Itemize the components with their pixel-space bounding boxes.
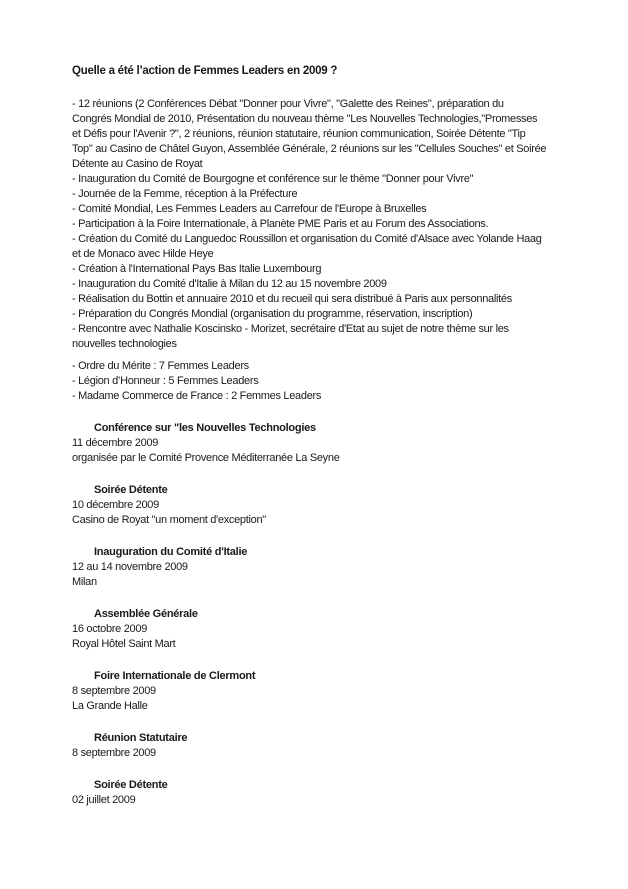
event-heading: Inauguration du Comité d'Italie	[94, 546, 248, 558]
action-line: - Inauguration du Comité de Bourgogne et conférence sur le thème "Donner pour Vivre"	[72, 173, 474, 185]
event-section	[72, 607, 592, 652]
event-line: Milan	[72, 576, 97, 588]
event-line: 10 décembre 2009	[72, 499, 159, 511]
event-sections	[72, 421, 592, 808]
event-heading: Assemblée Générale	[94, 608, 198, 620]
event-heading: Soirée Détente	[94, 779, 168, 791]
event-section	[72, 778, 592, 808]
action-line: nouvelles technologies	[72, 338, 177, 350]
event-section	[72, 731, 592, 761]
event-heading: Soirée Détente	[94, 484, 168, 496]
event-section	[72, 545, 592, 590]
action-line: et Défis pour l'Avenir ?", 2 réunions, réunion statutaire, réunion communication, Soirée Détente "Tip	[72, 128, 526, 140]
action-line: - Participation à la Foire Internationale, à Planète PME Paris et au Forum des Associations.	[72, 218, 489, 230]
action-line: Détente au Casino de Royat	[72, 158, 203, 170]
action-line: - Madame Commerce de France : 2 Femmes Leaders	[72, 390, 322, 402]
action-line: Congrés Mondial de 2010, Présentation du nouveau thème "Les Nouvelles Technologies,"Promesses	[72, 113, 538, 125]
action-line: - Journée de la Femme, réception à la Préfecture	[72, 188, 298, 200]
action-line: - Préparation du Congrés Mondial (organisation du programme, réservation, inscription)	[72, 308, 473, 320]
event-line: 11 décembre 2009	[72, 437, 159, 449]
event-line: La Grande Halle	[72, 700, 148, 712]
event-heading: Réunion Statutaire	[94, 732, 188, 744]
action-line: - Création à l'International Pays Bas Italie Luxembourg	[72, 263, 322, 275]
event-line: organisée par le Comité Provence Méditerranée La Seyne	[72, 452, 340, 464]
action-line: et de Monaco avec Hilde Heye	[72, 248, 214, 260]
event-section	[72, 669, 592, 714]
action-line: - 12 réunions (2 Conférences Débat "Donner pour Vivre", "Galette des Reines", préparation du	[72, 98, 504, 110]
event-line: 16 octobre 2009	[72, 623, 148, 635]
action-line: - Légion d’Honneur : 5 Femmes Leaders	[72, 375, 259, 387]
action-line: - Réalisation du Bottin et annuaire 2010 et du recueil qui sera distribué à Paris aux personnalités	[72, 293, 512, 305]
event-heading: Foire Internationale de Clermont	[94, 670, 256, 682]
action-line: - Inauguration du Comité d'Italie à Milan du 12 au 15 novembre 2009	[72, 278, 387, 290]
action-line: - Création du Comité du Languedoc Roussillon et organisation du Comité d'Alsace avec Yolande Haag	[72, 233, 542, 245]
event-line: Casino de Royat "un moment d'exception"	[72, 514, 266, 526]
event-section	[72, 483, 592, 528]
event-line: Royal Hôtel Saint Mart	[72, 638, 176, 650]
action-line: - Ordre du Mérite : 7 Femmes Leaders	[72, 360, 249, 372]
event-line: 8 septembre 2009	[72, 685, 156, 697]
action-list	[72, 97, 592, 404]
event-section	[72, 421, 592, 466]
action-line: - Rencontre avec Nathalie Koscinsko - Morizet, secrétaire d'Etat au sujet de notre thème sur les	[72, 323, 509, 335]
action-line: - Comité Mondial, Les Femmes Leaders au Carrefour de l'Europe à Bruxelles	[72, 203, 427, 215]
event-heading: Conférence sur "les Nouvelles Technologies	[94, 422, 316, 434]
document-title: Quelle a été l’action de Femmes Leaders en 2009 ?	[72, 65, 338, 77]
action-line: Top" au Casino de Châtel Guyon, Assemblée Générale, 2 réunions sur les "Cellules Souches" et Soirée	[72, 143, 547, 155]
event-line: 12 au 14 novembre 2009	[72, 561, 188, 573]
event-line: 8 septembre 2009	[72, 747, 156, 759]
event-line: 02 juillet 2009	[72, 794, 136, 806]
